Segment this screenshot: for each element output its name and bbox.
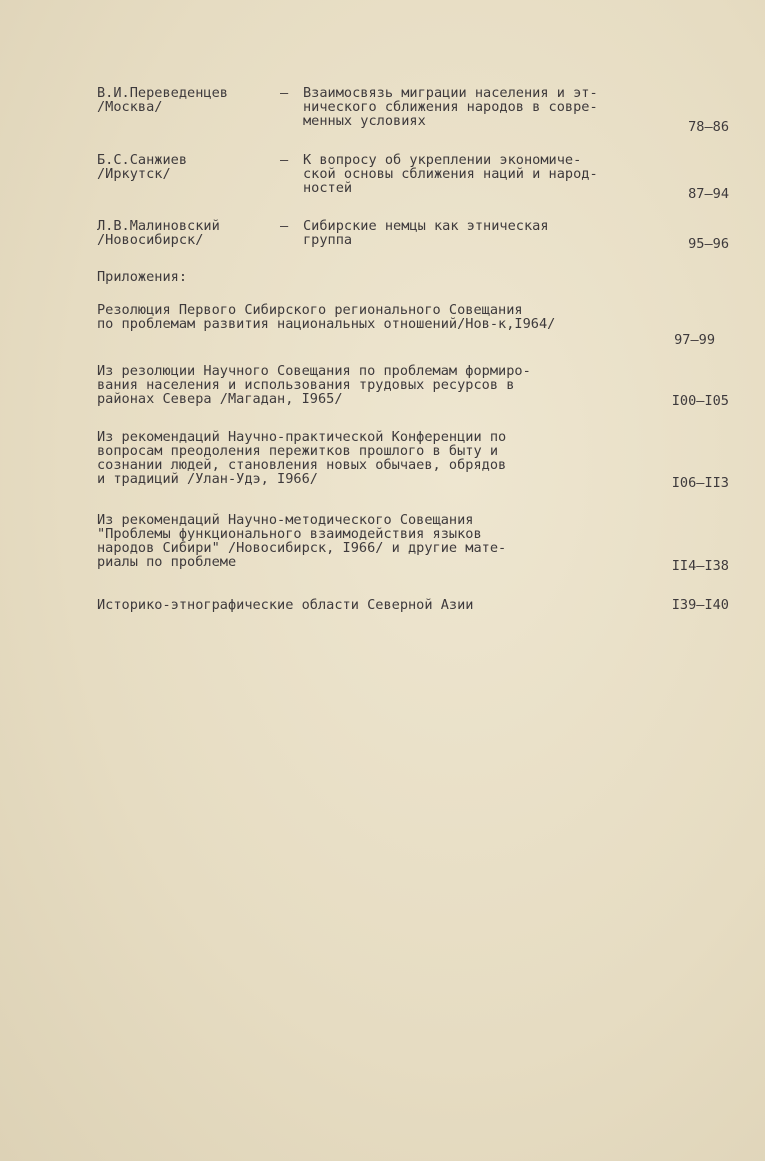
appendix-text: Из рекомендаций Научно-методического Совещания "Проблемы функционального взаимодействия языков народов Сибири" /Новосибирск, I966/ и другие мате- риалы по проблеме [97,512,507,570]
appendix-pages: I06–II3 [671,475,729,491]
appendix-text: Из резолюции Научного Совещания по проблемам формиро- вания населения и использования трудовых ресурсов в районах Севера /Магадан, I965/ [97,363,531,407]
toc-entry-2 [97,152,729,202]
entry-pages: 78–86 [688,119,729,135]
appendix-item-5 [97,598,729,614]
entry-author: Л.В.Малиновский /Новосибирск/ [97,218,220,248]
entry-dash: – [280,218,289,234]
entry-pages: 87–94 [688,186,729,202]
toc-entry-3 [97,218,729,252]
entry-author: В.И.Переведенцев /Москва/ [97,85,228,115]
appendix-pages: II4–I38 [671,558,729,574]
entry-dash: – [280,85,289,101]
toc-entry-1 [97,85,729,135]
entry-title: Сибирские немцы как этническая группа [303,218,549,248]
appendix-text: Историко-этнографические области Северной Азии [97,597,474,613]
appendix-pages: 97–99 [674,332,715,348]
appendix-item-2 [97,364,729,410]
appendix-pages: I39–I40 [671,597,729,613]
appendix-heading: Приложения: [97,269,188,285]
appendix-pages: I00–I05 [671,393,729,409]
appendix-text: Из рекомендаций Научно-практической Конференции по вопросам преодоления пережитков прошлого в быту и сознании людей, становления новых обычаев, обрядов и традиций /Улан-Удэ, I966/ [97,429,507,487]
entry-pages: 95–96 [688,236,729,252]
appendix-item-4 [97,513,729,575]
entry-title: Взаимосвязь миграции населения и эт- нического сближения народов в совре- менных условиях [303,85,598,129]
entry-dash: – [280,152,289,168]
entry-title: К вопросу об укреплении экономиче- ской основы сближения наций и народ- ностей [303,152,598,196]
appendix-item-3 [97,430,729,492]
appendix-text: Резолюция Первого Сибирского регионального Совещания по проблемам развития национальных отношений/Нов-к,I964/ [97,302,556,332]
appendix-item-1 [97,303,729,347]
entry-author: Б.С.Санжиев /Иркутск/ [97,152,188,182]
